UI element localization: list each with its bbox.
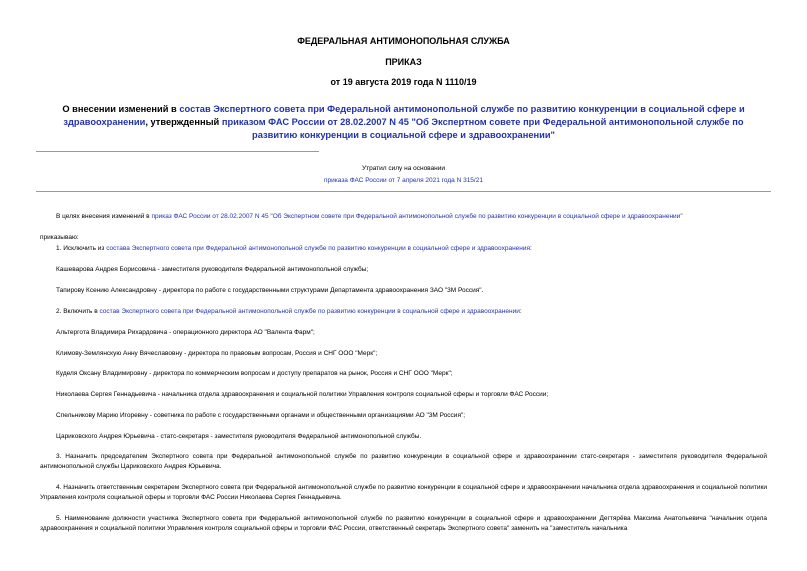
order-word: приказываю: [40, 234, 79, 241]
included-member: Цариковского Андрея Юрьевича - статс-секретаря - заместителя руководителя Федеральной антимонопольной службы. [56, 433, 422, 440]
excluded-member: Тапирову Ксению Александровну - директора по работе с государственными структурами Департамента здравоохранения ЗАО "3М Россия". [56, 287, 484, 294]
included-member: Климову-Землянскую Анну Вячеславовну - директора по правовым вопросам, Россия и СНГ ООО "Мерк"; [56, 350, 378, 357]
document-date: от 19 августа 2019 года N 1110/19 [330, 77, 477, 87]
divider-short [36, 151, 319, 152]
intro-link-order-45[interactable]: приказ ФАС России от 28.02.2007 N 45 "Об Экспертном совете при Федеральной антимонопольной службе по развитию конкуренции в социальной сфере и здравоохранении" [151, 213, 683, 220]
intro-paragraph [56, 212, 683, 221]
item-5: 5. Наименование должности участника Экспертного совета при Федеральной антимонопольной службе по развитию конкуренции в социальной сфере и здравоохранении Дегтярёва Максима Анатольевича "начальник отдела здравоохранения и социальной политики Управления контроля социальной сферы и торговли ФАС России, ответственный секретарь Экспертного совета" заменить на "заместитель начальника [40, 515, 767, 532]
item-2-suffix: : [519, 308, 522, 315]
included-member: Альтергота Владимира Рихардовича - операционного директора АО "Валента Фарм"; [56, 329, 315, 336]
subject-link-order-45[interactable]: приказом ФАС России от 28.02.2007 N 45 "Об Экспертном совете при Федеральной антимонопольной службе по развитию конкуренции в социальной сфере и здравоохранении" [221, 117, 744, 140]
document-type: ПРИКАЗ [385, 57, 422, 67]
item-4: 4. Назначить ответственным секретарем Экспертного совета при Федеральной антимонопольной службе по развитию конкуренции в социальной сфере и здравоохранении начальника отдела здравоохранения и социальной политики Управления контроля социальной сферы и торговли ФАС России Николаева Сергея Геннадьевича. [40, 484, 767, 501]
divider-full [36, 191, 771, 192]
item-1-suffix: : [530, 245, 532, 252]
subject-text-2: , утвержденный [145, 117, 222, 127]
included-member: Спельникову Марию Игоревну - советника по работе с государственными органами и общественными организациями АО "3М Россия"; [56, 412, 466, 419]
excluded-member: Кашеварова Андрея Борисовича - заместителя руководителя Федеральной антимонопольной службы; [56, 266, 369, 273]
agency-title: ФЕДЕРАЛЬНАЯ АНТИМОНОПОЛЬНАЯ СЛУЖБА [297, 36, 510, 46]
status-notice-link[interactable]: приказа ФАС России от 7 апреля 2021 года N 315/21 [324, 177, 483, 184]
included-member: Николаева Сергея Геннадьевича - начальника отдела здравоохранения и социальной политики Управления контроля социальной сферы и торговли ФАС России; [56, 391, 549, 398]
status-notice-line: Утратил силу на основании [361, 165, 446, 172]
item-1-text: 1. Исключить из [56, 245, 107, 252]
item-1-link[interactable]: состава Экспертного совета при Федеральной антимонопольной службе по развитию конкуренции в социальной сфере и здравоохранения [106, 245, 531, 252]
document-subject [40, 103, 767, 142]
intro-text: В целях внесения изменений в [56, 213, 152, 220]
item-2-text: 2. Включить в [56, 308, 100, 315]
item-2 [56, 307, 522, 316]
item-2-link[interactable]: состав Экспертного совета при Федеральной антимонопольной службе по развитию конкуренции в социальной сфере и здравоохранении [99, 308, 520, 315]
subject-link-council-composition[interactable]: состав Экспертного совета при Федеральной антимонопольной службе по развитию конкуренции в социальной сфере и здравоохранении [63, 104, 745, 127]
subject-text-1: О внесении изменений в [62, 104, 180, 114]
included-member: Куделя Оксану Владимировну - директора по коммерческим вопросам и доступу препаратов на рынок, Россия и СНГ ООО "Мерк"; [56, 370, 453, 377]
item-3: 3. Назначить председателем Экспертного совета при Федеральной антимонопольной службе по развитию конкуренции в социальной сфере и здравоохранении статс-секретаря - заместителя руководителя Федеральной антимонопольной службы Цариковского Андрея Юрьевича. [40, 453, 767, 470]
item-1 [56, 244, 532, 253]
